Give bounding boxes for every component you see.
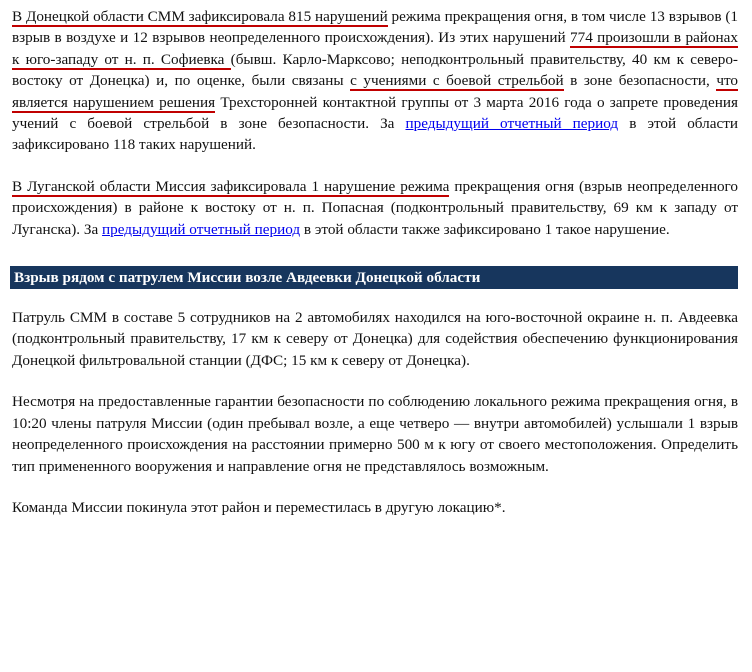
paragraph-luhansk bbox=[12, 176, 738, 240]
text-run: прекращения огня (взрыв неопределенного происхождения) в районе к востоку от н. п. Попасная (подконтрольный правительству, 69 км к западу от Луганска). За bbox=[12, 177, 739, 238]
text-run: Трехсторонней контактной группы от 3 марта 2016 года о запрете проведения учений с боевой стрельбой в зоне безопасности. За bbox=[12, 93, 738, 133]
underlined-phrase: 774 произошли в районах к юго-западу от н. п. Софиевка bbox=[12, 29, 738, 68]
paragraph-explosion: Несмотря на предоставленные гарантии безопасности по соблюдению локального режима прекращения огня, в 10:20 члены патруля Миссии (один пребывал возле, а еще четверо — внутри автомобилей) услышали 1 взрыв неопределенного происхождения на расстоянии примерно 500 м к югу от своего местоположения. Определить тип примененного вооружения и направление огня не представлялось возможным. bbox=[12, 393, 738, 475]
paragraph-donetsk bbox=[12, 6, 738, 156]
text-run: в этой области зафиксировано 118 таких нарушений. bbox=[12, 115, 738, 154]
previous-period-link[interactable]: предыдущий отчетный период bbox=[405, 115, 619, 133]
paragraph-relocation: Команда Миссии покинула этот район и переместилась в другую локацию*. bbox=[12, 498, 506, 516]
text-run: режима прекращения огня, в том числе 13 взрывов (1 взрыв в воздухе и 12 взрывов неопределенного происхождения). Из этих нарушений bbox=[12, 8, 739, 47]
text-run: (бывш. Карло-Марксово; неподконтрольный правительству, 40 км к северо-востоку от Донецка) и, по оценке, были связаны bbox=[12, 50, 738, 90]
section-heading: Взрыв рядом с патрулем Миссии возле Авдеевки Донецкой области bbox=[10, 266, 738, 289]
underlined-phrase: В Луганской области Миссия зафиксировала 1 нарушение режима bbox=[12, 177, 450, 195]
text-run: в зоне безопасности, bbox=[563, 72, 717, 90]
underlined-phrase: В Донецкой области СММ зафиксировала 815 нарушений bbox=[12, 8, 388, 25]
previous-period-link[interactable]: предыдущий отчетный период bbox=[102, 220, 301, 238]
report-document bbox=[12, 6, 738, 518]
underlined-phrase: что является нарушением решения bbox=[12, 72, 738, 111]
underlined-phrase: с учениями с боевой стрельбой bbox=[350, 72, 564, 90]
paragraph-patrol: Патруль СММ в составе 5 сотрудников на 2 автомобилях находился на юго-восточной окраине н. п. Авдеевка (подконтрольный правительству, 17 км к северу от Донецка) для содействия обеспечению функционирования Донецкой фильтровальной станции (ДФС; 15 км к северу от Донецка). bbox=[12, 309, 738, 369]
text-run: в этой области также зафиксировано 1 такое нарушение. bbox=[300, 220, 670, 238]
